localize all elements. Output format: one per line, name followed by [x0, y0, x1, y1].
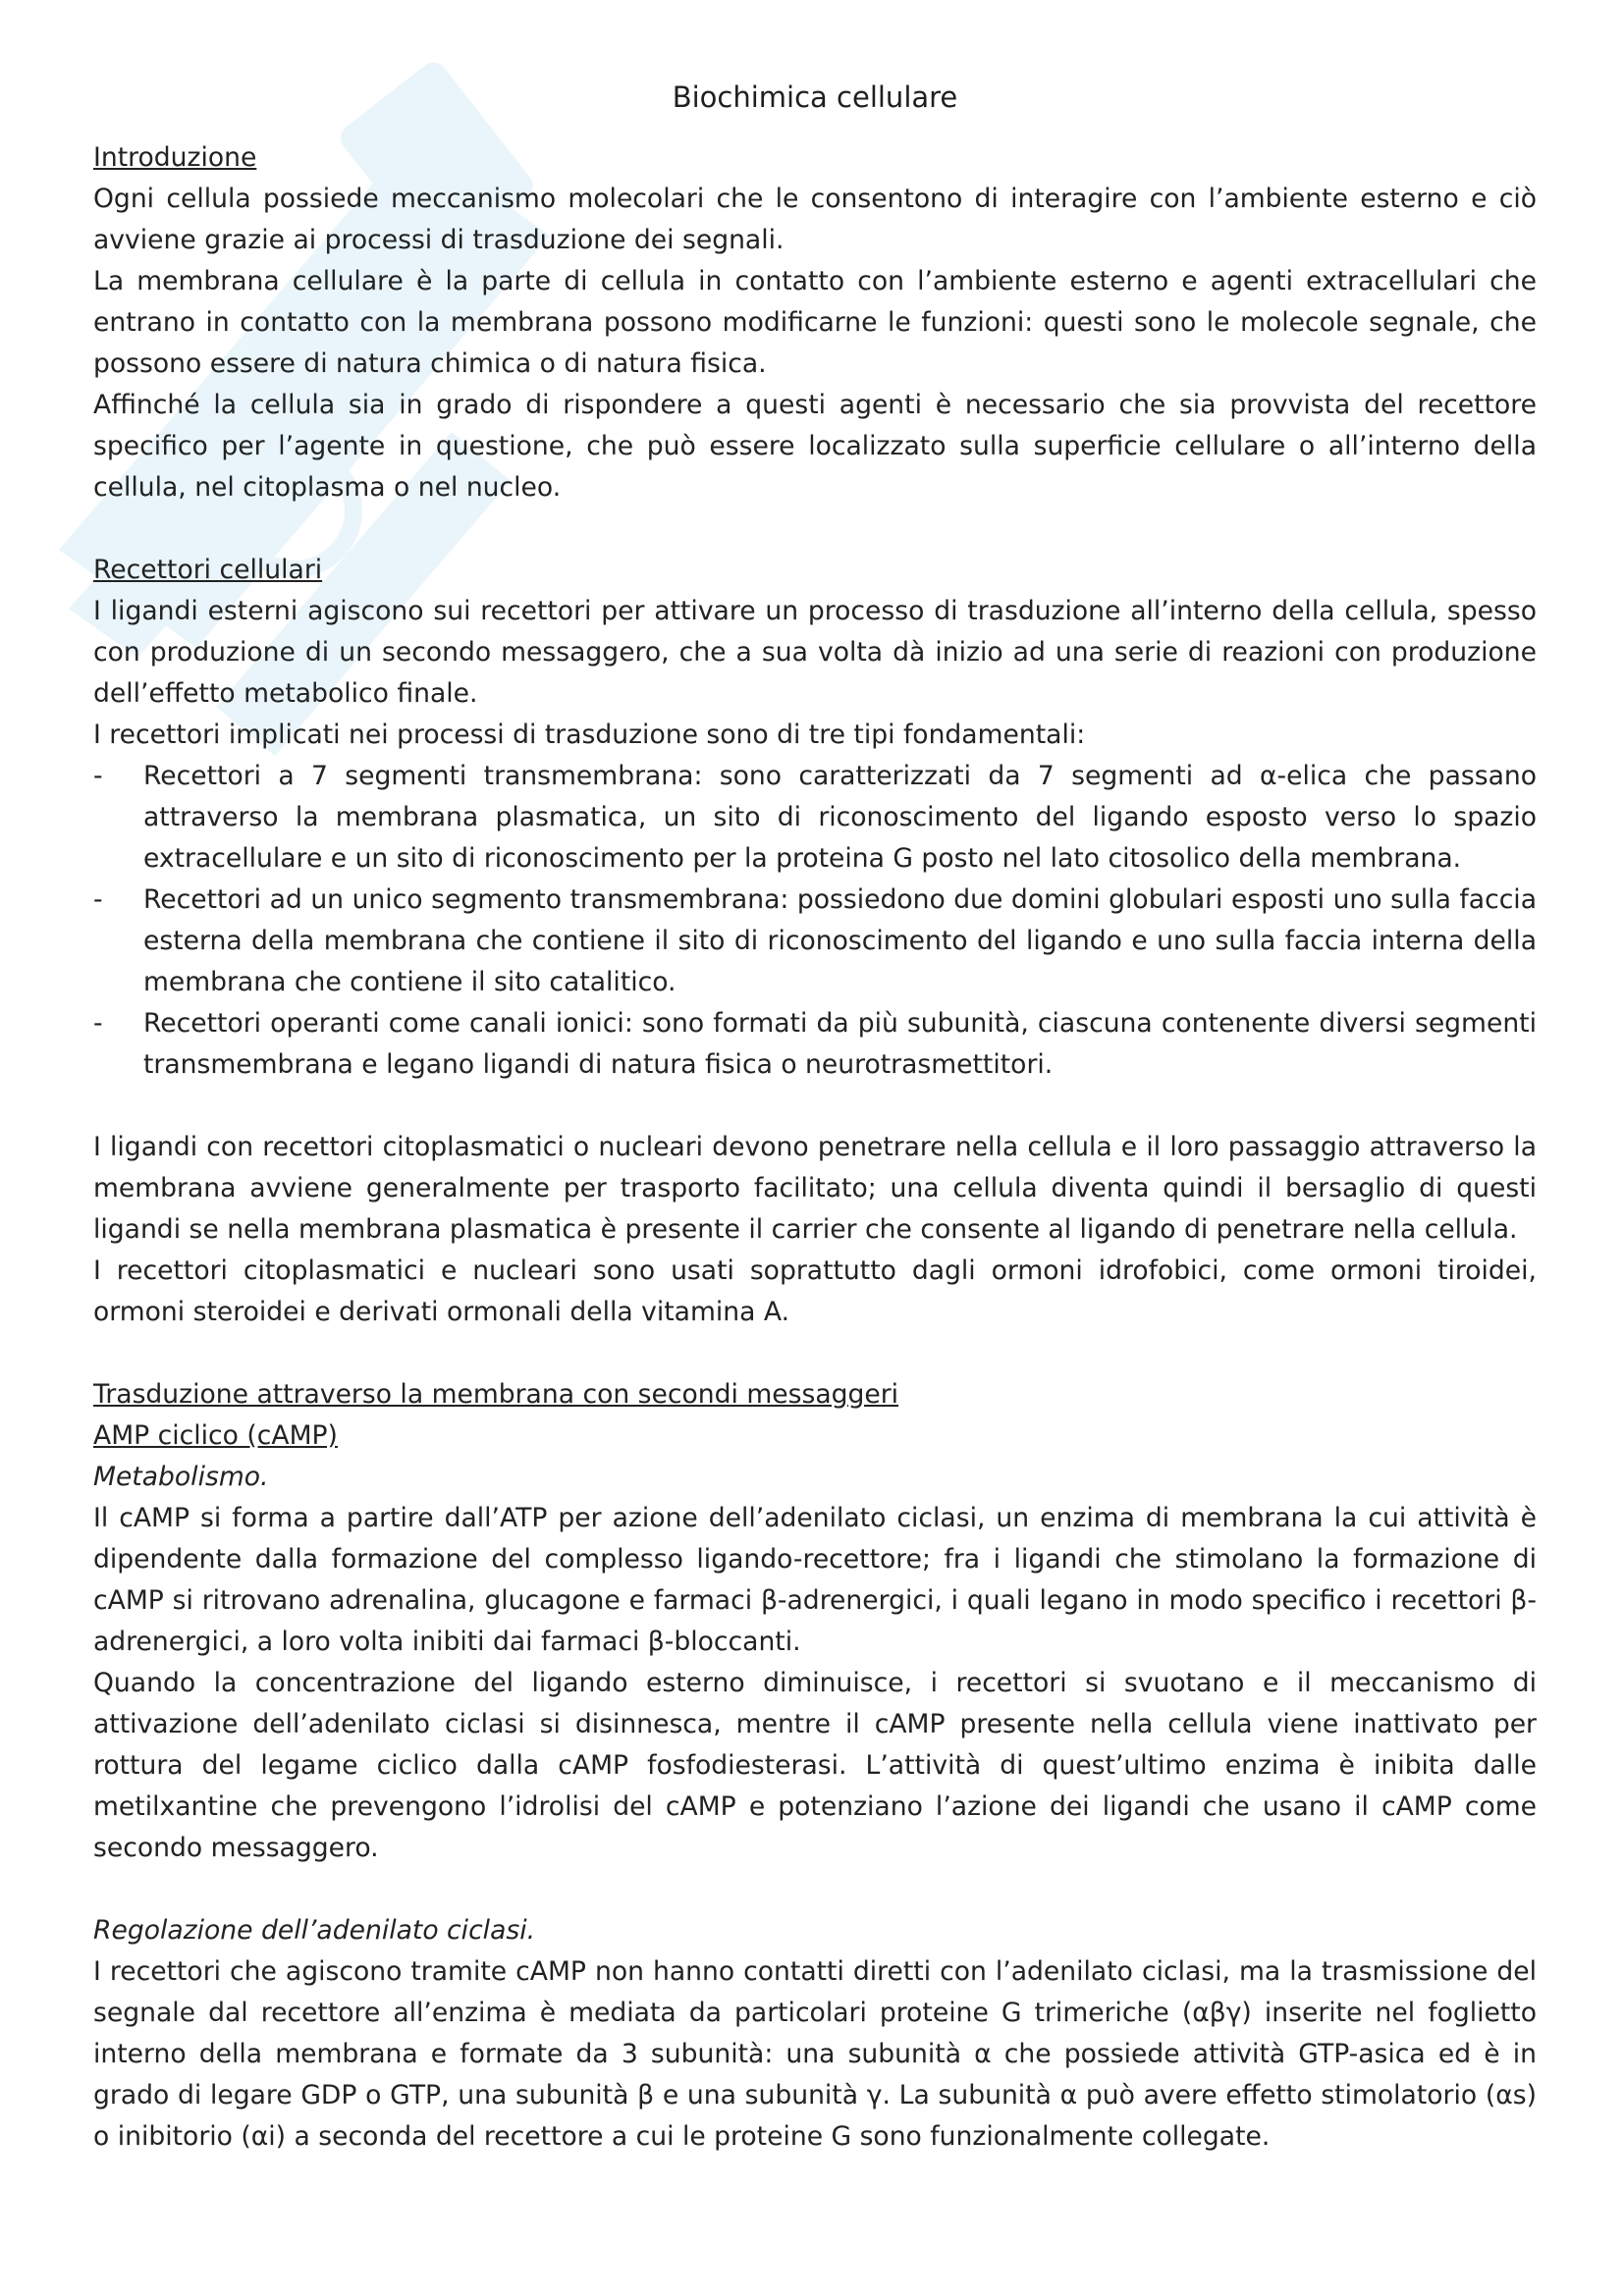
- document-title: Biochimica cellulare: [672, 80, 958, 114]
- metabolism-paragraph: Quando la concentrazione del ligando esterno diminuisce, i recettori si svuotano e il meccanismo di attivazione dell’adenilato ciclasi si disinnesca, mentre il cAMP presente nella cellula viene inattivato per rottura del legame ciclico dalla cAMP fosfodiesterasi. L’attività di quest’ultimo enzima è inibita dalle metilxantine che prevengono l’idrolisi del cAMP e potenziano l’azione dei ligandi che usano il cAMP come secondo messaggero.: [93, 1668, 1537, 1863]
- document-page: [93, 77, 1537, 2158]
- intro-paragraph: La membrana cellulare è la parte di cellula in contatto con l’ambiente esterno e agenti extracellulari che entrano in contatto con la membrana possono modificarne le funzioni: questi sono le molecole segnale, che possono essere di natura chimica o di natura fisica.: [93, 266, 1537, 379]
- list-item: - Recettori operanti come canali ionici: sono formati da più subunità, ciascuna contenente diversi segmenti transmembrana e legano ligandi di natura fisica o neurotrasmettitori.: [93, 1003, 1537, 1086]
- intro-paragraph: Ogni cellula possiede meccanismo molecolari che le consentono di interagire con l’ambiente esterno e ciò avviene grazie ai processi di trasduzione dei segnali.: [93, 184, 1537, 255]
- section-heading-introduzione: Introduzione: [93, 142, 257, 173]
- list-item: - Recettori ad un unico segmento transmembrana: possiedono due domini globulari esposti uno sulla faccia esterna della membrana che contiene il sito di riconoscimento del ligando e uno sulla faccia interna della membrana che contiene il sito catalitico.: [93, 880, 1537, 1003]
- receptor-types-list: [93, 756, 1537, 1086]
- receptors-paragraph: I recettori citoplasmatici e nucleari sono usati soprattutto dagli ormoni idrofobici, come ormoni tiroidei, ormoni steroidei e derivati ormonali della vitamina A.: [93, 1255, 1537, 1327]
- receptors-paragraph: I ligandi esterni agiscono sui recettori per attivare un processo di trasduzione all’interno della cellula, spesso con produzione di un secondo messaggero, che a sua volta dà inizio ad una serie di reazioni con produzione dell’effetto metabolico finale.: [93, 596, 1537, 709]
- receptors-paragraph: I ligandi con recettori citoplasmatici o nucleari devono penetrare nella cellula e il loro passaggio attraverso la membrana avviene generalmente per trasporto facilitato; una cellula diventa quindi il bersaglio di questi ligandi se nella membrana plasmatica è presente il carrier che consente al ligando di penetrare nella cellula.: [93, 1132, 1537, 1245]
- intro-paragraph: Affinché la cellula sia in grado di rispondere a questi agenti è necessario che sia provvista del recettore specifico per l’agente in questione, che può essere localizzato sulla superficie cellulare o all’interno della cellula, nel citoplasma o nel nucleo.: [93, 390, 1537, 503]
- regulation-paragraph: I recettori che agiscono tramite cAMP non hanno contatti diretti con l’adenilato ciclasi, ma la trasmissione del segnale dal recettore all’enzima è mediata da particolari proteine G trimeriche (αβγ) inserite nel foglietto interno della membrana e formate da 3 subunità: una subunità α che possiede attività GTP-asica ed è in grado di legare GDP o GTP, una subunità β e una subunità γ. La subunità α può avere effetto stimolatorio (αs) o inibitorio (αi) a seconda del recettore a cui le proteine G sono funzionalmente collegate.: [93, 1956, 1537, 2152]
- section-heading-recettori: Recettori cellulari: [93, 555, 323, 585]
- list-item: - Recettori a 7 segmenti transmembrana: sono caratterizzati da 7 segmenti ad α-elica che passano attraverso la membrana plasmatica, un sito di riconoscimento del ligando esposto verso lo spazio extracellulare e un sito di riconoscimento per la proteina G posto nel lato citosolico della membrana.: [93, 756, 1537, 880]
- label-metabolismo: Metabolismo.: [93, 1462, 269, 1492]
- subheading-camp: AMP ciclico (cAMP): [93, 1420, 338, 1451]
- receptors-paragraph: I recettori implicati nei processi di trasduzione sono di tre tipi fondamentali:: [93, 720, 1086, 750]
- label-regolazione: Regolazione dell’adenilato ciclasi.: [93, 1915, 536, 1946]
- metabolism-paragraph: Il cAMP si forma a partire dall’ATP per azione dell’adenilato ciclasi, un enzima di membrana la cui attività è dipendente dalla formazione del complesso ligando-recettore; fra i ligandi che stimolano la formazione di cAMP si ritrovano adrenalina, glucagone e farmaci β-adrenergici, i quali legano in modo specifico i recettori β-adrenergici, a loro volta inibiti dai farmaci β-bloccanti.: [93, 1503, 1537, 1657]
- section-heading-trasduzione: Trasduzione attraverso la membrana con secondi messaggeri: [93, 1379, 899, 1410]
